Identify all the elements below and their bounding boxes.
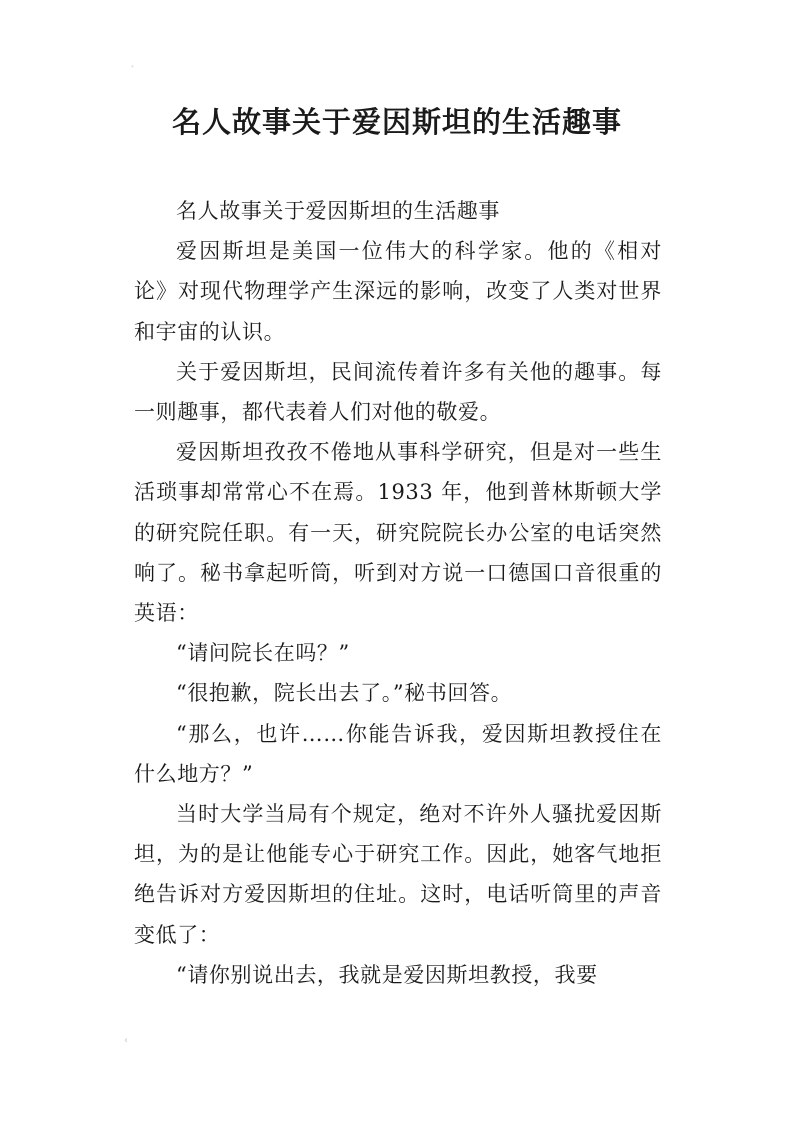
- paragraph-anecdotes: 关于爱因斯坦，民间流传着许多有关他的趣事。每一则趣事，都代表着人们对他的敬爱。: [134, 359, 662, 425]
- article-body: [134, 191, 662, 995]
- paragraph-story: 爱因斯坦孜孜不倦地从事科学研究，但是对一些生活琐事却常常心不在焉。1933 年，他到普林斯顿大学的研究院任职。有一天，研究院院长办公室的电话突然响了。秘书拿起听筒，听到对方说一口德国口音很重的英语：: [134, 440, 662, 626]
- paragraph-subtitle: 名人故事关于爱因斯坦的生活趣事: [176, 199, 500, 223]
- corner-crop-mark: ‹: [124, 1035, 128, 1046]
- page-title: 名人故事关于爱因斯坦的生活趣事: [171, 105, 622, 139]
- dialogue-line: “很抱歉，院长出去了。”秘书回答。: [176, 681, 513, 706]
- dialogue-line: “请问院长在吗？”: [176, 641, 350, 666]
- corner-crop-mark: ˛: [130, 57, 135, 68]
- paragraph-intro: 爱因斯坦是美国一位伟大的科学家。他的《相对论》对现代物理学产生深远的影响，改变了人类对世界和宇宙的认识。: [134, 239, 662, 344]
- dialogue-line: “那么，也许……你能告诉我，爱因斯坦教授住在什么地方？”: [134, 721, 662, 786]
- paragraph-rule: 当时大学当局有个规定，绝对不许外人骚扰爱因斯坦，为的是让他能专心于研究工作。因此，她客气地拒绝告诉对方爱因斯坦的住址。这时，电话听筒里的声音变低了：: [134, 802, 662, 947]
- dialogue-line: “请你别说出去，我就是爱因斯坦教授，我要: [176, 962, 598, 987]
